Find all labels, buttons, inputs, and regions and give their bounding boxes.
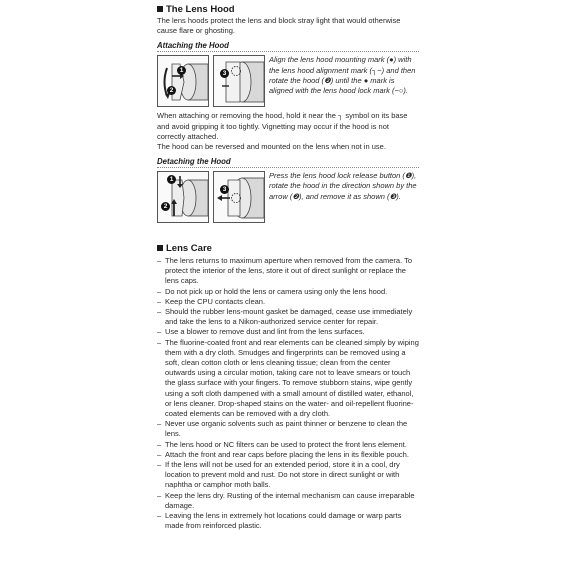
square-bullet-icon: [157, 245, 163, 251]
attaching-heading: Attaching the Hood: [157, 41, 229, 51]
section-title-lens-hood: [157, 4, 419, 15]
list-item: – The fluorine-coated front and rear elements can be cleaned simply by wiping them with a dry cloth. Smudges and fingerprints can be removed using a soft, clean cotton cloth or lens cleaning tissue; clean from the center outwards using a circular motion, taking care not to leave smears or touch the glass surface with your fingers. To remove stubborn stains, wipe gently using a soft cloth dampened with a small amount of distilled water, ethanol, or lens cleaner. Drop-shaped stains on the water- and oil-repellent fluorine-coated elements can be removed with a dry cloth.: [157, 338, 419, 420]
detach-illustration-2: [213, 171, 265, 223]
list-item: – Leaving the lens in extremely hot locations could damage or warp parts made from reinforced plastic.: [157, 511, 419, 531]
step-badge-1: 1: [167, 175, 176, 184]
detaching-figure-row: [157, 171, 419, 223]
list-item: – Do not pick up or hold the lens or camera using only the lens hood.: [157, 287, 419, 297]
section-title-lens-care: [157, 243, 419, 254]
list-item: – If the lens will not be used for an extended period, store it in a cool, dry location to prevent mold and rust. Do not store in direct sunlight or with naphtha or camphor moth balls.: [157, 460, 419, 491]
divider: [157, 167, 419, 168]
attaching-note-1: When attaching or removing the hood, hold it near the ┐ symbol on its base and avoid gripping it too tightly. Vignetting may occur if the hood is not correctly attached.: [157, 111, 408, 141]
square-bullet-icon: [157, 6, 163, 12]
lens-hood-section: [157, 4, 419, 223]
step-badge-2: 2: [161, 202, 170, 211]
detach-illustration-1: [157, 171, 209, 223]
list-item: – Keep the lens dry. Rusting of the internal mechanism can cause irreparable damage.: [157, 491, 419, 511]
list-item: – Attach the front and rear caps before placing the lens in its flexible pouch.: [157, 450, 419, 460]
attached-hood-drawing-icon: [214, 56, 265, 107]
lens-care-title-text: Lens Care: [166, 243, 212, 254]
attach-lens-drawing-icon: [158, 56, 209, 107]
attaching-figure-row: [157, 55, 419, 107]
step-badge-2: 2: [167, 86, 176, 95]
list-item: – Use a blower to remove dust and lint from the lens surfaces.: [157, 327, 419, 337]
detach-lens-drawing-icon: [158, 172, 209, 223]
removed-hood-drawing-icon: [214, 172, 265, 223]
list-item: – The lens hood or NC filters can be used to protect the front lens element.: [157, 440, 419, 450]
lens-care-list: [157, 256, 419, 531]
attaching-instructions: Align the lens hood mounting mark (●) with the lens hood alignment mark (┐−) and then rotate the hood (❷) until the ● mark is aligned with the lens hood lock mark (−○).: [269, 55, 416, 96]
list-item: – Should the rubber lens-mount gasket be damaged, cease use immediately and take the lens to a Nikon-authorized service center for repair.: [157, 307, 419, 327]
step-badge-3: 3: [220, 185, 229, 194]
attaching-note-2: The hood can be reversed and mounted on the lens when not in use.: [157, 142, 386, 152]
attach-illustration-2: [213, 55, 265, 107]
list-item: – Never use organic solvents such as paint thinner or benzene to clean the lens.: [157, 419, 419, 439]
list-item: – The lens returns to maximum aperture when removed from the camera. To protect the interior of the lens, store it out of direct sunlight or replace the lens caps.: [157, 256, 419, 287]
step-badge-3: 3: [220, 69, 229, 78]
list-item: – Keep the CPU contacts clean.: [157, 297, 419, 307]
attach-illustration-1: [157, 55, 209, 107]
lens-care-section: [157, 243, 419, 531]
step-badge-1: 1: [177, 66, 186, 75]
detaching-instructions: Press the lens hood lock release button (❶), rotate the hood in the direction shown by the arrow (❷), and remove it as shown (❸).: [269, 171, 417, 201]
detaching-heading: Detaching the Hood: [157, 157, 231, 167]
lens-hood-title-text: The Lens Hood: [166, 4, 235, 15]
lens-hood-intro: The lens hoods protect the lens and block stray light that would otherwise cause flare or ghosting.: [157, 16, 401, 36]
divider: [157, 51, 419, 52]
